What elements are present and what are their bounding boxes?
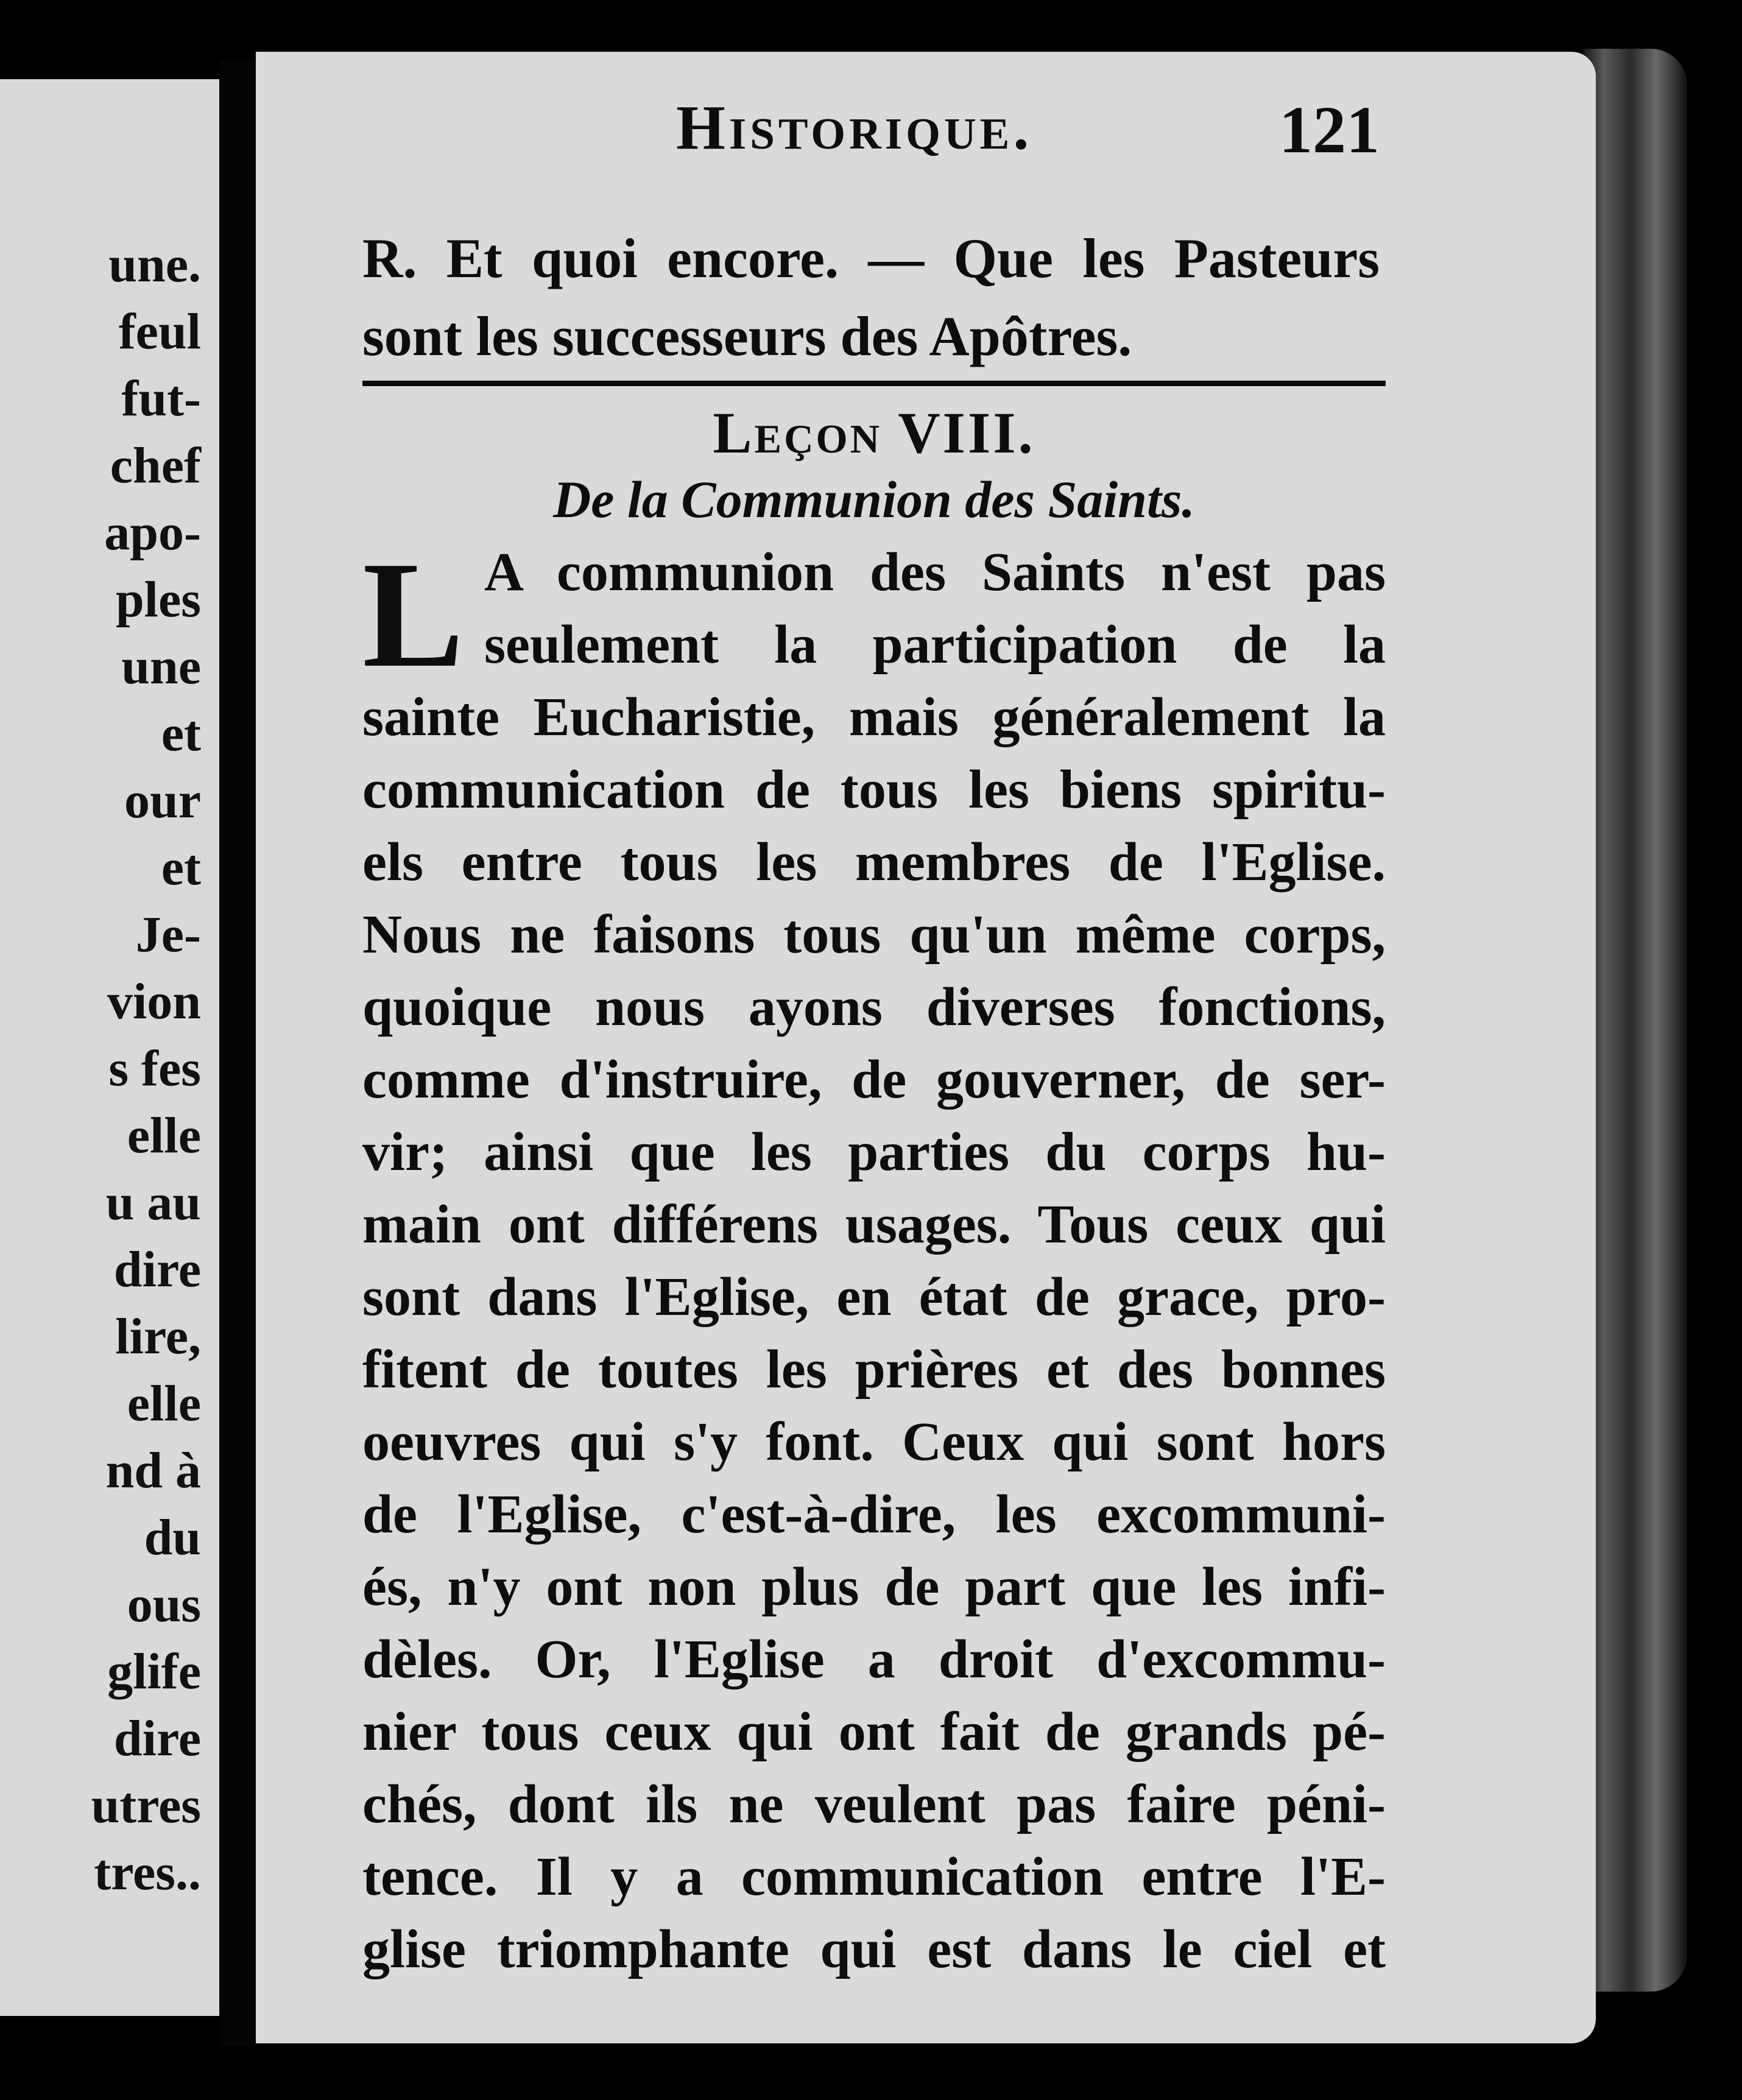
previous-page-line: une. <box>108 236 201 293</box>
body-line: oeuvres qui s'y font. Ceux qui sont hors <box>362 1412 1386 1472</box>
previous-section-text <box>362 219 1380 375</box>
previous-page-line: dire <box>113 1241 201 1298</box>
previous-page-line: s fes <box>108 1040 201 1097</box>
previous-page-line: apo- <box>104 504 201 561</box>
body-line: A communion des Saints n'est pas <box>484 542 1386 602</box>
previous-page-line: lire, <box>115 1308 201 1365</box>
body-line: main ont différens usages. Tous ceux qui <box>362 1194 1386 1255</box>
previous-page-line: u au <box>105 1174 201 1231</box>
body-line: comme d'instruire, de gouverner, de ser- <box>362 1049 1386 1110</box>
previous-page-line: utres <box>91 1777 201 1834</box>
previous-page-line: vion <box>107 973 201 1030</box>
body-line: sainte Eucharistie, mais généralement la <box>362 687 1386 747</box>
previous-page-text <box>91 231 201 1906</box>
body-line: chés, dont ils ne veulent pas faire péni- <box>362 1774 1386 1834</box>
page-stack-edge <box>1584 49 1687 1992</box>
body-line: tence. Il y a communication entre l'E- <box>362 1847 1386 1907</box>
body-line: nier tous ceux qui ont fait de grands pé- <box>362 1702 1386 1762</box>
body-line: els entre tous les membres de l'Eglise. <box>362 832 1386 892</box>
previous-section-line: sont les successeurs des Apôtres. <box>362 305 1132 367</box>
section-divider-rule <box>362 381 1386 386</box>
previous-page-line: une <box>121 638 201 695</box>
previous-page-line: tres.. <box>94 1844 201 1901</box>
body-line: de l'Eglise, c'est-à-dire, les excommuni- <box>362 1484 1386 1545</box>
drop-cap: L <box>362 530 464 699</box>
body-line: Nous ne faisons tous qu'un même corps, <box>362 904 1386 965</box>
body-line: fitent de toutes les prières et des bonnes <box>362 1339 1386 1400</box>
previous-page-line: glife <box>107 1643 201 1700</box>
previous-page-line: nd à <box>105 1442 201 1499</box>
lesson-body <box>362 530 1386 1985</box>
previous-page-line: chef <box>110 437 201 494</box>
previous-page-line: feul <box>118 303 201 360</box>
previous-section-line: R. Et quoi encore. — Que les Pasteurs <box>362 227 1380 289</box>
previous-page-line: et <box>161 705 201 762</box>
body-line: seulement la participation de la <box>484 615 1386 675</box>
book-gutter <box>219 61 256 2046</box>
lesson-subtitle: De la Communion des Saints. <box>553 470 1195 529</box>
previous-page-line: our <box>124 772 201 829</box>
lesson-title: Leçon VIII. <box>713 400 1035 465</box>
body-line: vir; ainsi que les parties du corps hu- <box>362 1122 1386 1182</box>
previous-page-line: fut- <box>121 370 201 427</box>
previous-page-line: ples <box>115 571 201 628</box>
body-line: és, n'y ont non plus de part que les infi- <box>362 1557 1386 1617</box>
previous-page-line: Je- <box>135 906 201 963</box>
body-line: glise triomphante qui est dans le ciel et <box>362 1919 1386 1979</box>
previous-page-line: elle <box>127 1107 201 1164</box>
previous-page-line: du <box>144 1509 201 1566</box>
previous-page-line: ous <box>127 1576 201 1633</box>
body-line: communication de tous les biens spiritu- <box>362 759 1386 820</box>
body-line: quoique nous ayons diverses fonctions, <box>362 977 1386 1037</box>
previous-page-line: et <box>161 839 201 896</box>
running-head: Historique. <box>676 93 1033 163</box>
previous-page-line: elle <box>127 1375 201 1432</box>
page-number: 121 <box>1279 93 1380 167</box>
body-line: dèles. Or, l'Eglise a droit d'excommu- <box>362 1629 1386 1690</box>
previous-page-fragment <box>0 79 219 2016</box>
body-line: sont dans l'Eglise, en état de grace, pro- <box>362 1267 1386 1327</box>
previous-page-line: dire <box>113 1710 201 1767</box>
